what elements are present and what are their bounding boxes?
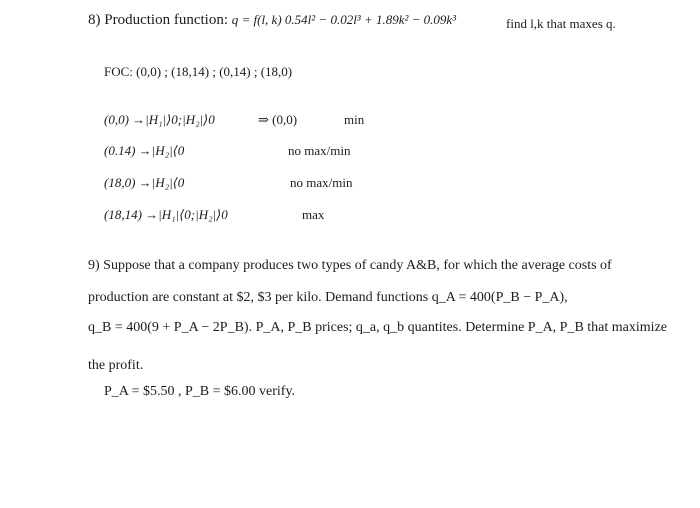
case-arrow-result: ⇒ (0,0)	[258, 112, 298, 127]
case-result: no max/min	[290, 175, 353, 190]
problem-9-answer: P_A = $5.50 , P_B = $6.00 verify.	[104, 384, 296, 399]
problem-9-line-3: q_B = 400(9 + P_A − 2P_B). P_A, P_B prices; q_a, q_b quantites. Determine P_A, P_B that maximize	[88, 320, 667, 335]
case-point: (18,0) →|H₂|⟨0	[104, 175, 185, 190]
production-function: q = f(l, k) 0.54l² − 0.02l³ + 1.89k² − 0.09k³	[231, 12, 457, 27]
problem-9-line-1: 9) Suppose that a company produces two types of candy A&B, for which the average costs of	[88, 258, 612, 273]
problem-8-heading: 8) Production function:	[88, 12, 228, 28]
case-result: min	[344, 112, 365, 127]
problem-8-task: find l,k that maxes q.	[506, 16, 616, 31]
problem-8-statement	[88, 12, 456, 29]
case-point: (0,0) →|H₁|⟩0;|H₂|⟩0	[104, 112, 215, 127]
foc-line: FOC: (0,0) ; (18,14) ; (0,14) ; (18,0)	[104, 64, 293, 79]
case-result: max	[302, 207, 325, 222]
case-result: no max/min	[288, 143, 351, 158]
case-point: (0.14) →|H₂|⟨0	[104, 143, 185, 158]
case-point: (18,14) →|H₁|⟨0;|H₂|⟩0	[104, 207, 228, 222]
problem-9-line-4: the profit.	[88, 358, 144, 373]
problem-9-line-2: production are constant at $2, $3 per kilo. Demand functions q_A = 400(P_B − P_A),	[88, 290, 568, 305]
